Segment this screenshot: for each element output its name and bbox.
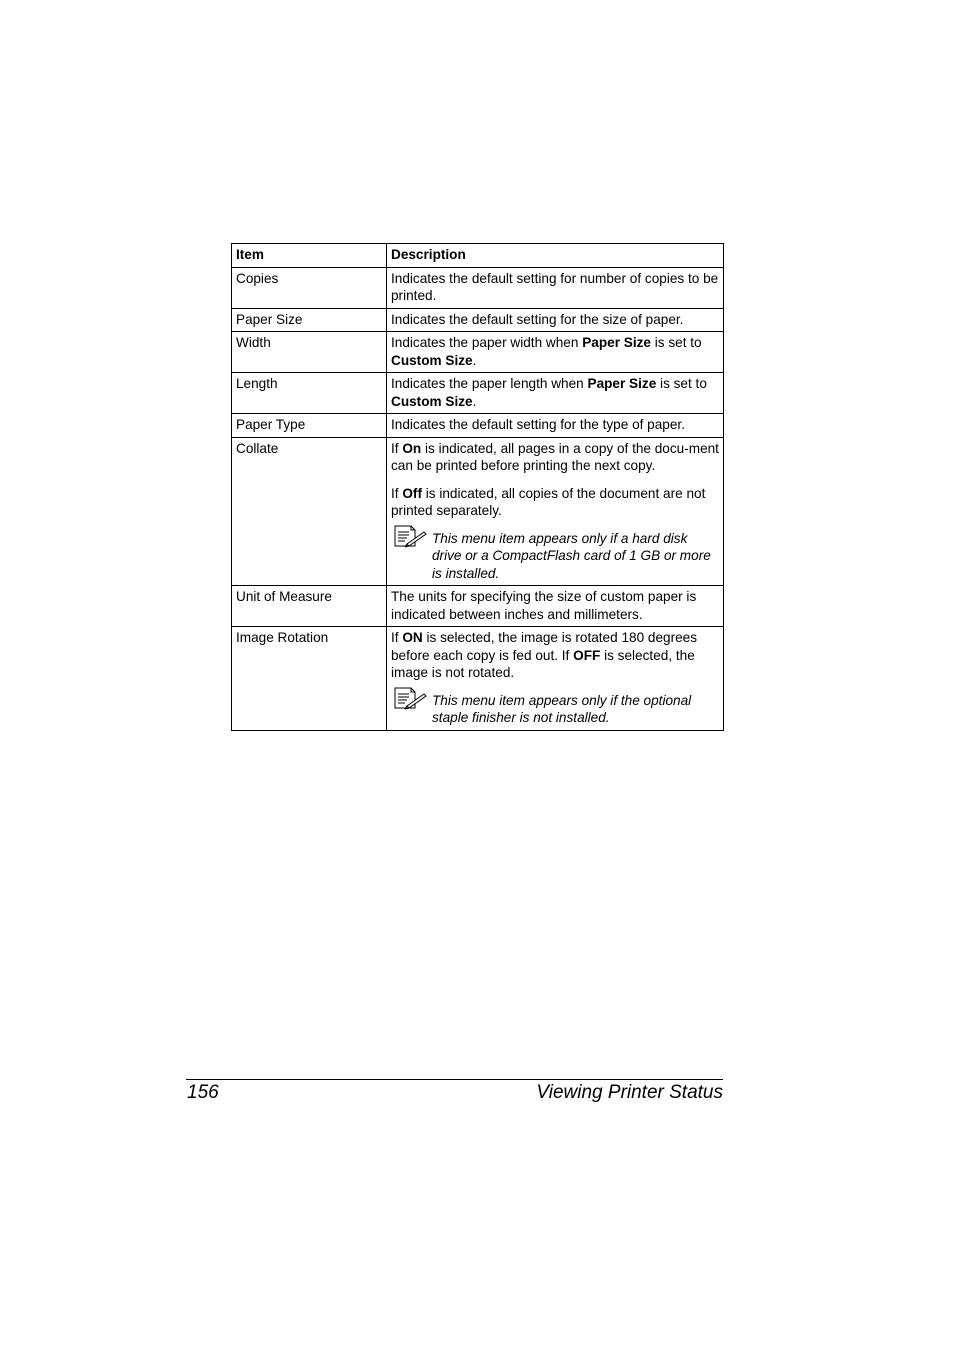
table-row-unit-of-measure [232,586,724,627]
table-row-paper-size [232,308,724,332]
item-cell: Collate [232,437,387,586]
table-row-paper-type [232,414,724,438]
description-text: is set to [650,335,702,350]
note-text: This menu item appears only if the optional staple finisher is not installed. [432,692,692,725]
note-pencil-icon [393,686,427,710]
table-header-row [232,244,724,268]
page-number: 156 [187,1082,219,1103]
description-cell: Indicates the default setting for the type of paper. [387,414,724,438]
setting-value: Off [402,485,422,501]
note-pencil-icon [393,524,427,548]
description-cell: Indicates the default setting for the size of paper. [387,308,724,332]
description-text: is selected, the image is not rotated. [391,647,695,680]
item-cell: Copies [232,267,387,308]
settings-table [231,243,724,731]
description-text: is indicated, all copies of the document are not printed separately. [391,485,706,518]
setting-value: Custom Size [391,393,473,409]
description-cell: The units for specifying the size of custom paper is indicated between inches and millimeters. [387,586,724,627]
description-text: Indicates the paper length when [391,376,588,391]
section-title: Viewing Printer Status [536,1082,723,1103]
description-cell [387,332,724,373]
note-block [391,692,719,727]
column-header-item: Item [232,244,387,268]
table-row-collate [232,437,724,586]
item-cell: Image Rotation [232,627,387,731]
description-cell: Indicates the default setting for number of copies to be printed. [387,267,724,308]
description-text: . [472,393,477,409]
description-paragraph [391,440,719,475]
setting-value: ON [402,630,423,645]
footer-rule [186,1079,723,1080]
description-cell [387,373,724,414]
setting-name: Paper Size [587,376,657,391]
setting-value: Custom Size [391,352,473,368]
item-cell: Paper Type [232,414,387,438]
description-paragraph [391,629,719,682]
setting-value: On [402,440,422,456]
description-paragraph [391,485,719,520]
table-row-image-rotation [232,627,724,731]
setting-value: OFF [573,647,601,663]
description-cell [387,437,724,586]
table-row-width [232,332,724,373]
description-text: If [391,485,403,501]
item-cell: Length [232,373,387,414]
note-block [391,530,719,583]
description-text: . [472,352,477,368]
description-text: is selected, the image is rotated 180 degrees before each copy is fed out. If [391,630,698,663]
description-text: If [391,630,403,645]
item-cell: Unit of Measure [232,586,387,627]
column-header-description: Description [387,244,724,268]
item-cell: Width [232,332,387,373]
table-row-copies [232,267,724,308]
description-text: Indicates the paper width when [391,335,583,350]
description-cell [387,627,724,731]
note-text: This menu item appears only if a hard disk drive or a CompactFlash card of 1 GB or more is installed. [432,530,711,581]
table-row-length [232,373,724,414]
item-cell: Paper Size [232,308,387,332]
setting-name: Paper Size [582,335,651,350]
description-text: is indicated, all pages in a copy of the docu-ment can be printed before printing the next copy. [391,440,719,473]
description-text: is set to [656,376,707,391]
description-text: If [391,440,403,456]
